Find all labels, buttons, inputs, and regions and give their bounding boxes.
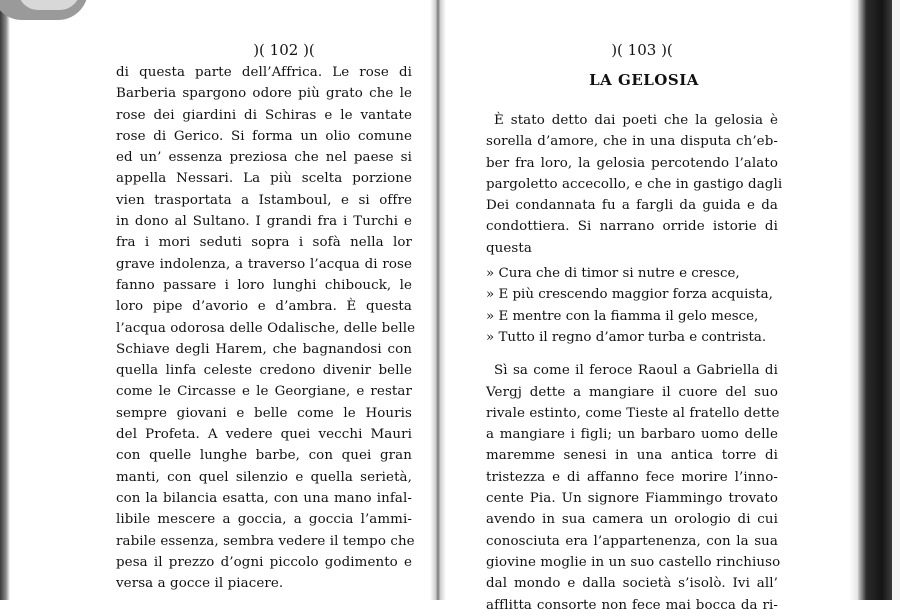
paragraph-2: [486, 360, 781, 616]
text-line: fra i mori seduti sopra i sofà nella lor: [116, 235, 412, 251]
text-line: a mangiare i figli; un barbaro uomo delle: [486, 427, 778, 443]
text-line: libile mescere a goccia, a goccia l’ammi-: [116, 512, 412, 528]
verse-line: » E più crescendo maggior forza acquista,: [486, 287, 773, 303]
text-line: sempre giovani e belle come le Houris: [116, 405, 412, 421]
text-line: di questa parte dell’Affrica. Le rose di: [116, 65, 412, 80]
text-line: del Profeta. A vedere quei vecchi Mauri: [116, 427, 412, 443]
text-line: ber fra loro, la gelosia percotendo l’alato: [486, 155, 778, 171]
text-line: fanno passare i loro lunghi chibouck, le: [116, 277, 412, 293]
right-scan-margin: [892, 0, 900, 600]
text-line: con la bilancia esatta, con una mano infal-: [116, 490, 412, 506]
text-line: loro pipe d’avorio e d’ambra. È questa: [116, 299, 412, 315]
text-line: rivale estinto, come Tieste al fratello dette: [486, 405, 780, 421]
text-line: dal mondo e dalla società s’isolò. Ivi all’: [486, 576, 778, 592]
text-line: Schiave degli Harem, che bagnandosi con: [116, 341, 412, 357]
text-line: come le Circasse e le Georgiane, e restar: [116, 384, 412, 400]
text-line: Vergj dette a mangiare il cuore del suo: [486, 384, 778, 400]
paragraph-1: [486, 110, 783, 259]
text-line: versa a gocce il piacere.: [116, 576, 284, 592]
text-line: pargoletto accecollo, e che in gastigo dagli: [486, 176, 783, 192]
text-line: giovine moglie in un suo castello rinchiuso: [486, 554, 781, 570]
text-line: Barberia spargono odore più grato che le: [116, 86, 412, 102]
text-line: grave indolenza, a traverso l’acqua di rose: [116, 256, 412, 272]
text-line: conosciuta era l’appartenenza, con la sua: [486, 533, 778, 549]
text-line: Sì sa come il feroce Raoul a Gabriella di: [494, 363, 778, 379]
text-line: manti, con quel silenzio e quella serietà,: [116, 469, 412, 485]
right-page: [486, 40, 783, 616]
text-line: l’acqua odorosa delle Odalische, delle belle: [116, 320, 416, 336]
book-gutter: [430, 0, 446, 600]
verse-quote: [486, 263, 778, 348]
text-line: appella Nessari. La più scelta porzione: [116, 171, 412, 187]
text-line: in dono al Sultano. I grandi fra i Turchi e: [116, 214, 412, 230]
text-line: vien trasportata a Istamboul, e si offre: [116, 192, 412, 208]
text-line: pesa il prezzo d’ogni piccolo godimento e: [116, 554, 412, 570]
text-line: Dei condannata fu a fargli da guida e da: [486, 198, 778, 214]
left-book-edge: [0, 0, 10, 600]
text-line: rose dei giardini di Schiras e le vantate: [116, 107, 412, 123]
text-line: questa: [486, 240, 532, 256]
verse-line: » Cura che di timor si nutre e cresce,: [486, 266, 740, 282]
right-book-cover-edge: [858, 0, 892, 600]
verse-line: » Tutto il regno d’amor turba e contrista.: [486, 329, 767, 345]
left-page-text: [116, 62, 416, 594]
text-line: maremme senesi in una antica torre di: [486, 448, 778, 464]
verse-line: » E mentre con la fiamma il gelo mesce,: [486, 308, 759, 324]
right-page-number: )( 103 )(: [611, 41, 673, 59]
left-page-number: )( 102 )(: [253, 41, 315, 59]
text-line: rose di Gerico. Si forma un olio comune: [116, 128, 412, 144]
text-line: condottiera. Si narrano orride istorie di: [486, 219, 778, 235]
text-line: È stato detto dai poeti che la gelosia è: [494, 113, 778, 128]
text-line: quella linfa celeste credono divenir belle: [116, 363, 412, 379]
text-line: cente Pia. Un signore Fiammingo trovato: [486, 491, 778, 507]
text-line: afflitta consorte non fece mai bocca da ri-: [486, 597, 778, 613]
text-line: rabile essenza, sembra vedere il tempo che: [116, 533, 415, 549]
left-page: [116, 40, 416, 594]
text-line: avendo in sua camera un orologio di cui: [486, 512, 778, 528]
chapter-title: LA GELOSIA: [589, 71, 699, 89]
text-line: sorella d’amore, che in una disputa ch’eb-: [486, 134, 778, 150]
text-line: con quelle lunghe barbe, con quei gran: [116, 448, 412, 464]
text-line: ed un’ essenza preziosa che nel paese si: [116, 150, 412, 166]
text-line: tristezza e di affanno fece morire l’inno-: [486, 469, 778, 485]
